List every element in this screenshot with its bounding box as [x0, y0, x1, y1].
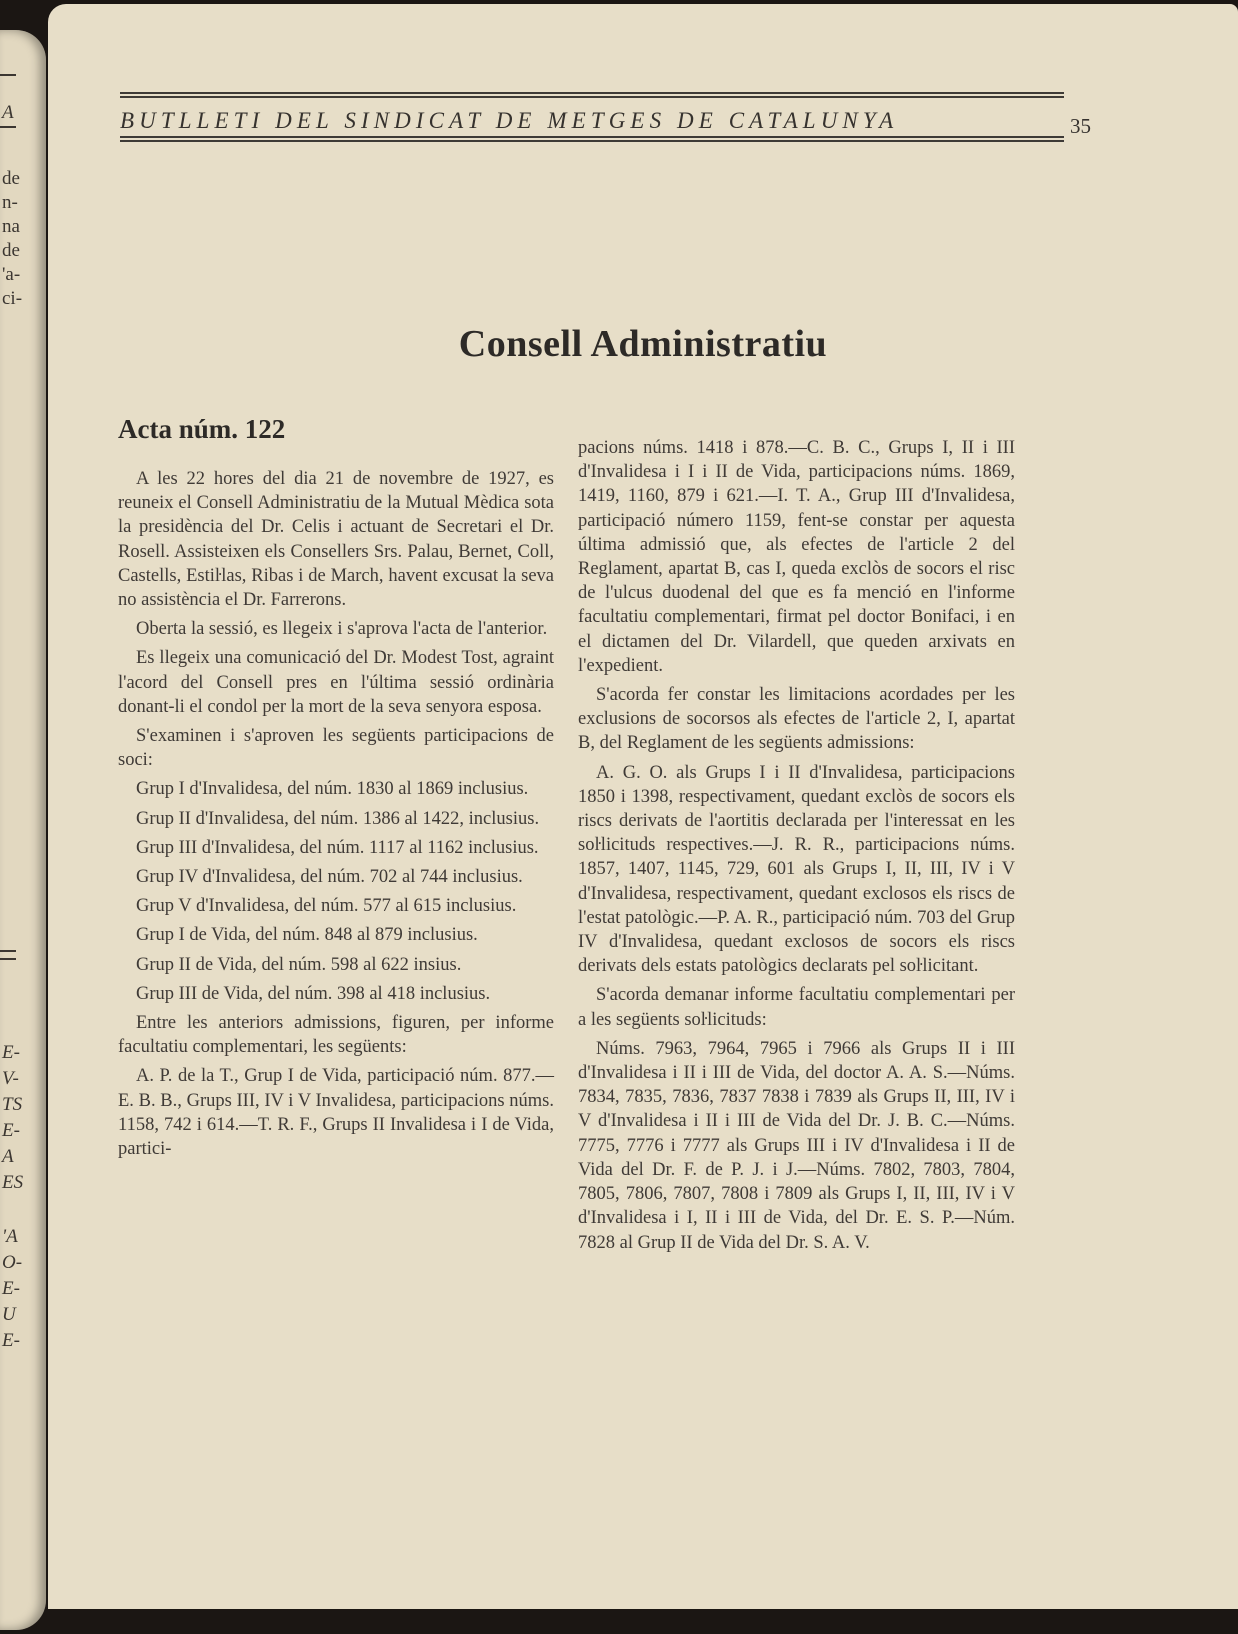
prev-page-fragment: ci- — [2, 288, 23, 309]
minutes-heading: Acta núm. 122 — [118, 414, 286, 444]
prev-page-fragment: E- — [2, 1278, 20, 1299]
prev-page-fragment: A — [2, 1146, 14, 1167]
paragraph: Grup III d'Invalidesa, del núm. 1117 al 1162 inclusius. — [136, 837, 539, 858]
paragraph: Núms. 7963, 7964, 7965 i 7966 als Grups II i III d'Invalidesa i II i III de Vida, del doctor A. A. S.—Núms. 7834, 7835, 7836, 7837 7838 i 7839 als Grups II, III, IV i V d'Invalidesa i II i III de Vida del Dr. J. B. C.—Núms. 7775, 7776 i 7777 als Grups III i IV d'Invalidesa i II de Vida del Dr. F. de P. J. i J.—Núms. 7802, 7803, 7804, 7805, 7806, 7807, 7808 i 7809 als Grups I, II, III, IV i V d'Invalidesa i I, II i III de Vida, del Dr. E. S. P.—Núm. 7828 al Grup II de Vida del Dr. S. A. V. — [578, 1038, 1015, 1253]
running-title: BUTLLETI DEL SINDICAT DE METGES DE CATALUNYA — [120, 108, 899, 133]
prev-page-fragment: de — [2, 240, 20, 261]
prev-page-fragment: U — [2, 1304, 16, 1325]
journal-page — [48, 4, 1238, 1609]
prev-page-fragment: A — [2, 102, 14, 123]
prev-page-fragment: na — [2, 216, 20, 237]
prev-page-fragment: n- — [2, 192, 18, 213]
prev-page-fragment: 'a- — [2, 264, 21, 285]
paragraph: Es llegeix una comunicació del Dr. Modest Tost, agraint l'acord del Consell pres en l'última sessió ordinària donant-li el condol per la mort de la seva senyora esposa. — [118, 648, 554, 717]
previous-page-edge — [0, 30, 46, 1630]
header-rule-bottom — [120, 136, 1064, 138]
paragraph: A. P. de la T., Grup I de Vida, participació núm. 877.—E. B. B., Grups III, IV i V Invalidesa, participacions núms. 1158, 742 i 614.—T. R. F., Grups II Invalidesa i I de Vida, partici- — [118, 1066, 554, 1160]
prev-page-fragment: E- — [2, 1330, 20, 1351]
article-title: Consell Administratiu — [458, 323, 828, 365]
paragraph: S'acorda fer constar les limitacions acordades per les exclusions de socorsos als efectes de l'article 2, I, apartat B, del Reglament de les següents admissions: — [578, 685, 1015, 754]
prev-page-fragment: ES — [2, 1172, 24, 1193]
paragraph: Oberta la sessió, es llegeix i s'aprova l'acta de l'anterior. — [136, 619, 548, 640]
paragraph: pacions núms. 1418 i 878.—C. B. C., Grups I, II i III d'Invalidesa i I i II de Vida, participacions núms. 1869, 1419, 1160, 879 i 621.—I. T. A., Grup III d'Invalidesa, participació número 1159, fent-se constar per aquesta última admissió que, als efectes de l'article 2 del Reglament, apartat B, cas I, queda exclòs de socors el risc de l'ulcus duodenal del que es fa menció en l'informe facultatiu complementari, firmat pel doctor Bonifaci, i en el dictamen del Dr. Vilardell, que queden arxivats en l'expedient. — [578, 438, 1015, 676]
page-number: 35 — [1070, 114, 1091, 138]
header-rule-top — [120, 92, 1064, 94]
prev-page-fragment: 'A — [2, 1226, 18, 1247]
prev-page-rule — [0, 950, 16, 952]
paragraph: Grup IV d'Invalidesa, del núm. 702 al 744 inclusius. — [136, 867, 523, 888]
paragraph: Grup I d'Invalidesa, del núm. 1830 al 1869 inclusius. — [136, 779, 529, 800]
paragraph: Grup II d'Invalidesa, del núm. 1386 al 1422, inclusius. — [136, 808, 540, 829]
paragraph: S'acorda demanar informe facultatiu complementari per a les següents soŀlicituds: — [578, 985, 1015, 1030]
paragraph: Grup V d'Invalidesa, del núm. 577 al 615 inclusius. — [136, 896, 517, 917]
prev-page-rule — [0, 958, 16, 960]
paragraph: Grup III de Vida, del núm. 398 al 418 inclusius. — [136, 983, 491, 1004]
paragraph: Grup I de Vida, del núm. 848 al 879 inclusius. — [136, 925, 478, 946]
header-rule-top — [120, 96, 1064, 98]
prev-page-fragment: V- — [2, 1068, 19, 1089]
header-rule-bottom — [120, 140, 1064, 142]
prev-page-rule — [0, 74, 16, 76]
paragraph: A les 22 hores del dia 21 de novembre de 1927, es reuneix el Consell Administratiu de la Mutual Mèdica sota la presidència del Dr. Celis i actuant de Secretari el Dr. Rosell. Assisteixen els Consellers Srs. Palau, Bernet, Coll, Castells, Estiŀlas, Ribas i de March, havent excusat la seva no assistència el Dr. Farrerons. — [118, 469, 554, 611]
left-column — [118, 414, 554, 1166]
paragraph: Entre les anteriors admissions, figuren, per informe facultatiu complementari, les següents: — [118, 1013, 554, 1058]
prev-page-fragment: E- — [2, 1120, 20, 1141]
paragraph: S'examinen i s'aproven les següents participacions de soci: — [118, 726, 554, 771]
prev-page-fragment: E- — [2, 1042, 20, 1063]
prev-page-fragment: TS — [2, 1094, 23, 1115]
paragraph: Grup II de Vida, del núm. 598 al 622 insius. — [136, 954, 462, 975]
prev-page-rule — [0, 126, 16, 128]
paragraph: A. G. O. als Grups I i II d'Invalidesa, participacions 1850 i 1398, respectivament, quedant exclòs de socors els riscs derivats de l'aortitis declarada per l'interessat en les soŀlicituds respectives.—J. R. R., participacions núms. 1857, 1407, 1145, 729, 601 als Grups I, II, III, IV i V d'Invalidesa, respectivament, quedant exclosos els riscs de l'estat patològic.—P. A. R., participació núm. 703 del Grup IV d'Invalidesa, quedant exclosos de socors els riscs derivats dels estats patològics declarats pel soŀlicitant. — [578, 762, 1015, 977]
running-header — [120, 92, 1120, 158]
right-column — [578, 436, 1015, 1260]
prev-page-fragment: de — [2, 168, 20, 189]
prev-page-fragment: O- — [2, 1252, 23, 1273]
